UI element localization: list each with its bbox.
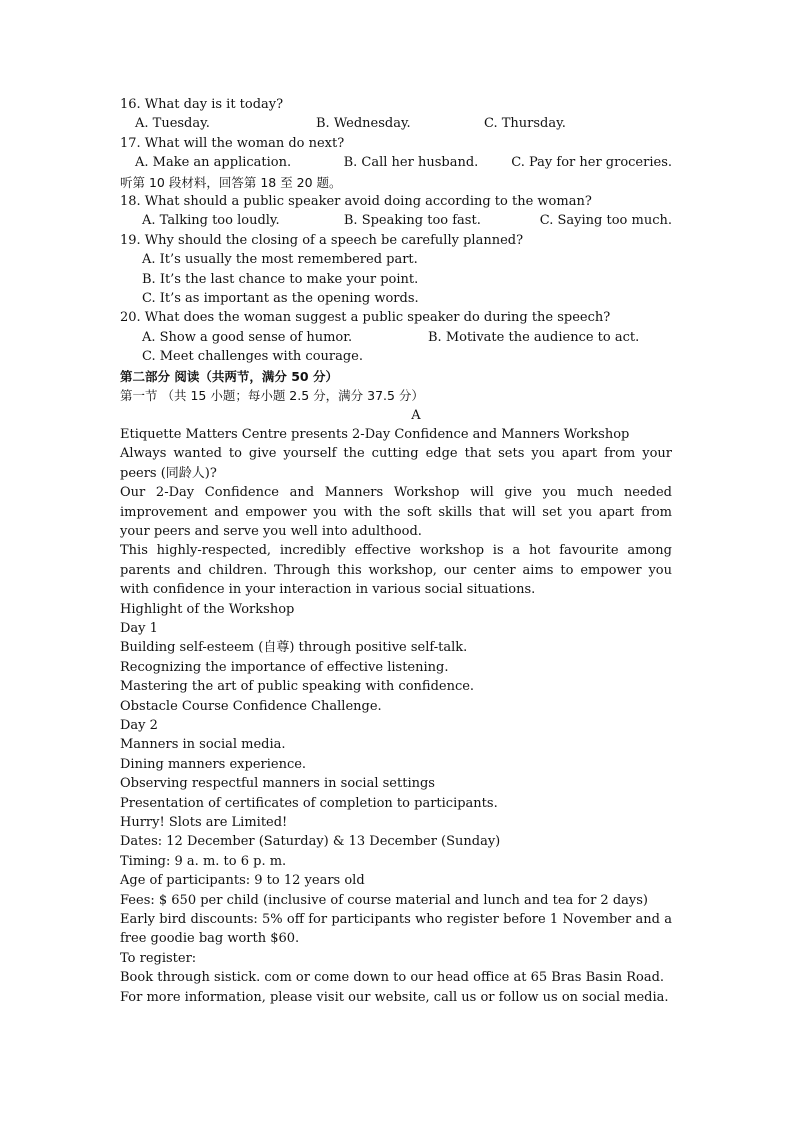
option-b: B. Call her husband.	[343, 155, 479, 171]
question-20: 20. What does the woman suggest a public speaker do during the speech?	[120, 310, 611, 326]
timing: Timing: 9 a. m. to 6 p. m.	[120, 853, 287, 869]
option-b: B. It’s the last chance to make your point.	[142, 271, 419, 287]
paragraph-2: Our 2-Day Confidence and Manners Workshop will give you much needed improvement and empower you with the soft skills that will set you apart from your peers and serve you well into adulthood.	[120, 485, 672, 539]
option-b: B. Motivate the audience to act.	[428, 329, 640, 345]
question-16-options	[120, 114, 672, 133]
passage-title: Etiquette Matters Centre presents 2-Day Confidence and Manners Workshop	[120, 426, 630, 442]
option-c: C. Pay for her groceries.	[511, 155, 672, 171]
passage-letter: A	[411, 407, 421, 423]
option-c: C. Meet challenges with courage.	[142, 349, 364, 365]
day2-item: Manners in social media.	[120, 737, 286, 753]
paragraph-3: This highly-respected, incredibly effective workshop is a hot favourite among parents and children. Through this workshop, our center aims to empower you with confidence in your interaction in various social situations.	[120, 543, 672, 598]
question-17-options	[120, 153, 672, 172]
fees: Fees: $ 650 per child (inclusive of course material and lunch and tea for 2 days)	[120, 892, 648, 908]
day2-item: Presentation of certificates of completion to participants.	[120, 795, 498, 811]
dates: Dates: 12 December (Saturday) & 13 December (Sunday)	[120, 834, 501, 850]
document-page	[120, 95, 672, 1007]
early-bird-discount: Early bird discounts: 5% off for participants who register before 1 November and a free goodie bag worth $60.	[120, 912, 672, 947]
section-one-heading: 第一节 （共 15 小题；每小题 2.5 分，满分 37.5 分）	[120, 388, 424, 404]
option-a: A. Tuesday.	[135, 116, 210, 132]
material-10-instruction: 听第 10 段材料，回答第 18 至 20 题。	[120, 174, 342, 190]
option-a: A. Talking too loudly.	[142, 213, 280, 229]
day1-item: Building self-esteem (自尊) through positive self-talk.	[120, 640, 468, 656]
question-18-options	[120, 211, 672, 230]
part-two-heading: 第二部分 阅读（共两节，满分 50 分）	[120, 368, 338, 384]
more-info: For more information, please visit our website, call us or follow us on social media.	[120, 989, 669, 1005]
option-a: A. Make an application.	[135, 155, 292, 171]
option-c: C. Thursday.	[484, 116, 566, 132]
option-b: B. Speaking too fast.	[343, 213, 481, 229]
option-a: A. It’s usually the most remembered part.	[142, 252, 418, 268]
day2-label: Day 2	[120, 718, 158, 733]
day1-item: Mastering the art of public speaking with confidence.	[120, 679, 475, 695]
question-18: 18. What should a public speaker avoid doing according to the woman?	[120, 194, 592, 210]
day1-item: Recognizing the importance of effective listening.	[120, 659, 449, 675]
day1-item: Obstacle Course Confidence Challenge.	[120, 698, 382, 714]
day2-item: Dining manners experience.	[120, 756, 307, 772]
day2-item: Observing respectful manners in social settings	[120, 776, 435, 792]
option-b: B. Wednesday.	[316, 116, 411, 132]
question-16: 16. What day is it today?	[120, 97, 284, 112]
question-20-options	[120, 328, 672, 347]
option-c: C. Saying too much.	[539, 213, 672, 229]
hurry-notice: Hurry! Slots are Limited!	[120, 815, 288, 831]
question-17: 17. What will the woman do next?	[120, 135, 345, 151]
age-range: Age of participants: 9 to 12 years old	[120, 873, 365, 889]
register-info: Book through sistick. com or come down to our head office at 65 Bras Basin Road.	[120, 970, 665, 986]
option-a: A. Show a good sense of humor.	[142, 329, 353, 345]
highlight-heading: Highlight of the Workshop	[120, 601, 295, 617]
day1-label: Day 1	[120, 620, 158, 636]
option-c: C. It’s as important as the opening words.	[142, 291, 419, 307]
register-label: To register:	[120, 950, 197, 966]
paragraph-1: Always wanted to give yourself the cutting edge that sets you apart from your peers (同龄人)?	[120, 446, 672, 481]
question-19: 19. Why should the closing of a speech be carefully planned?	[120, 232, 524, 248]
